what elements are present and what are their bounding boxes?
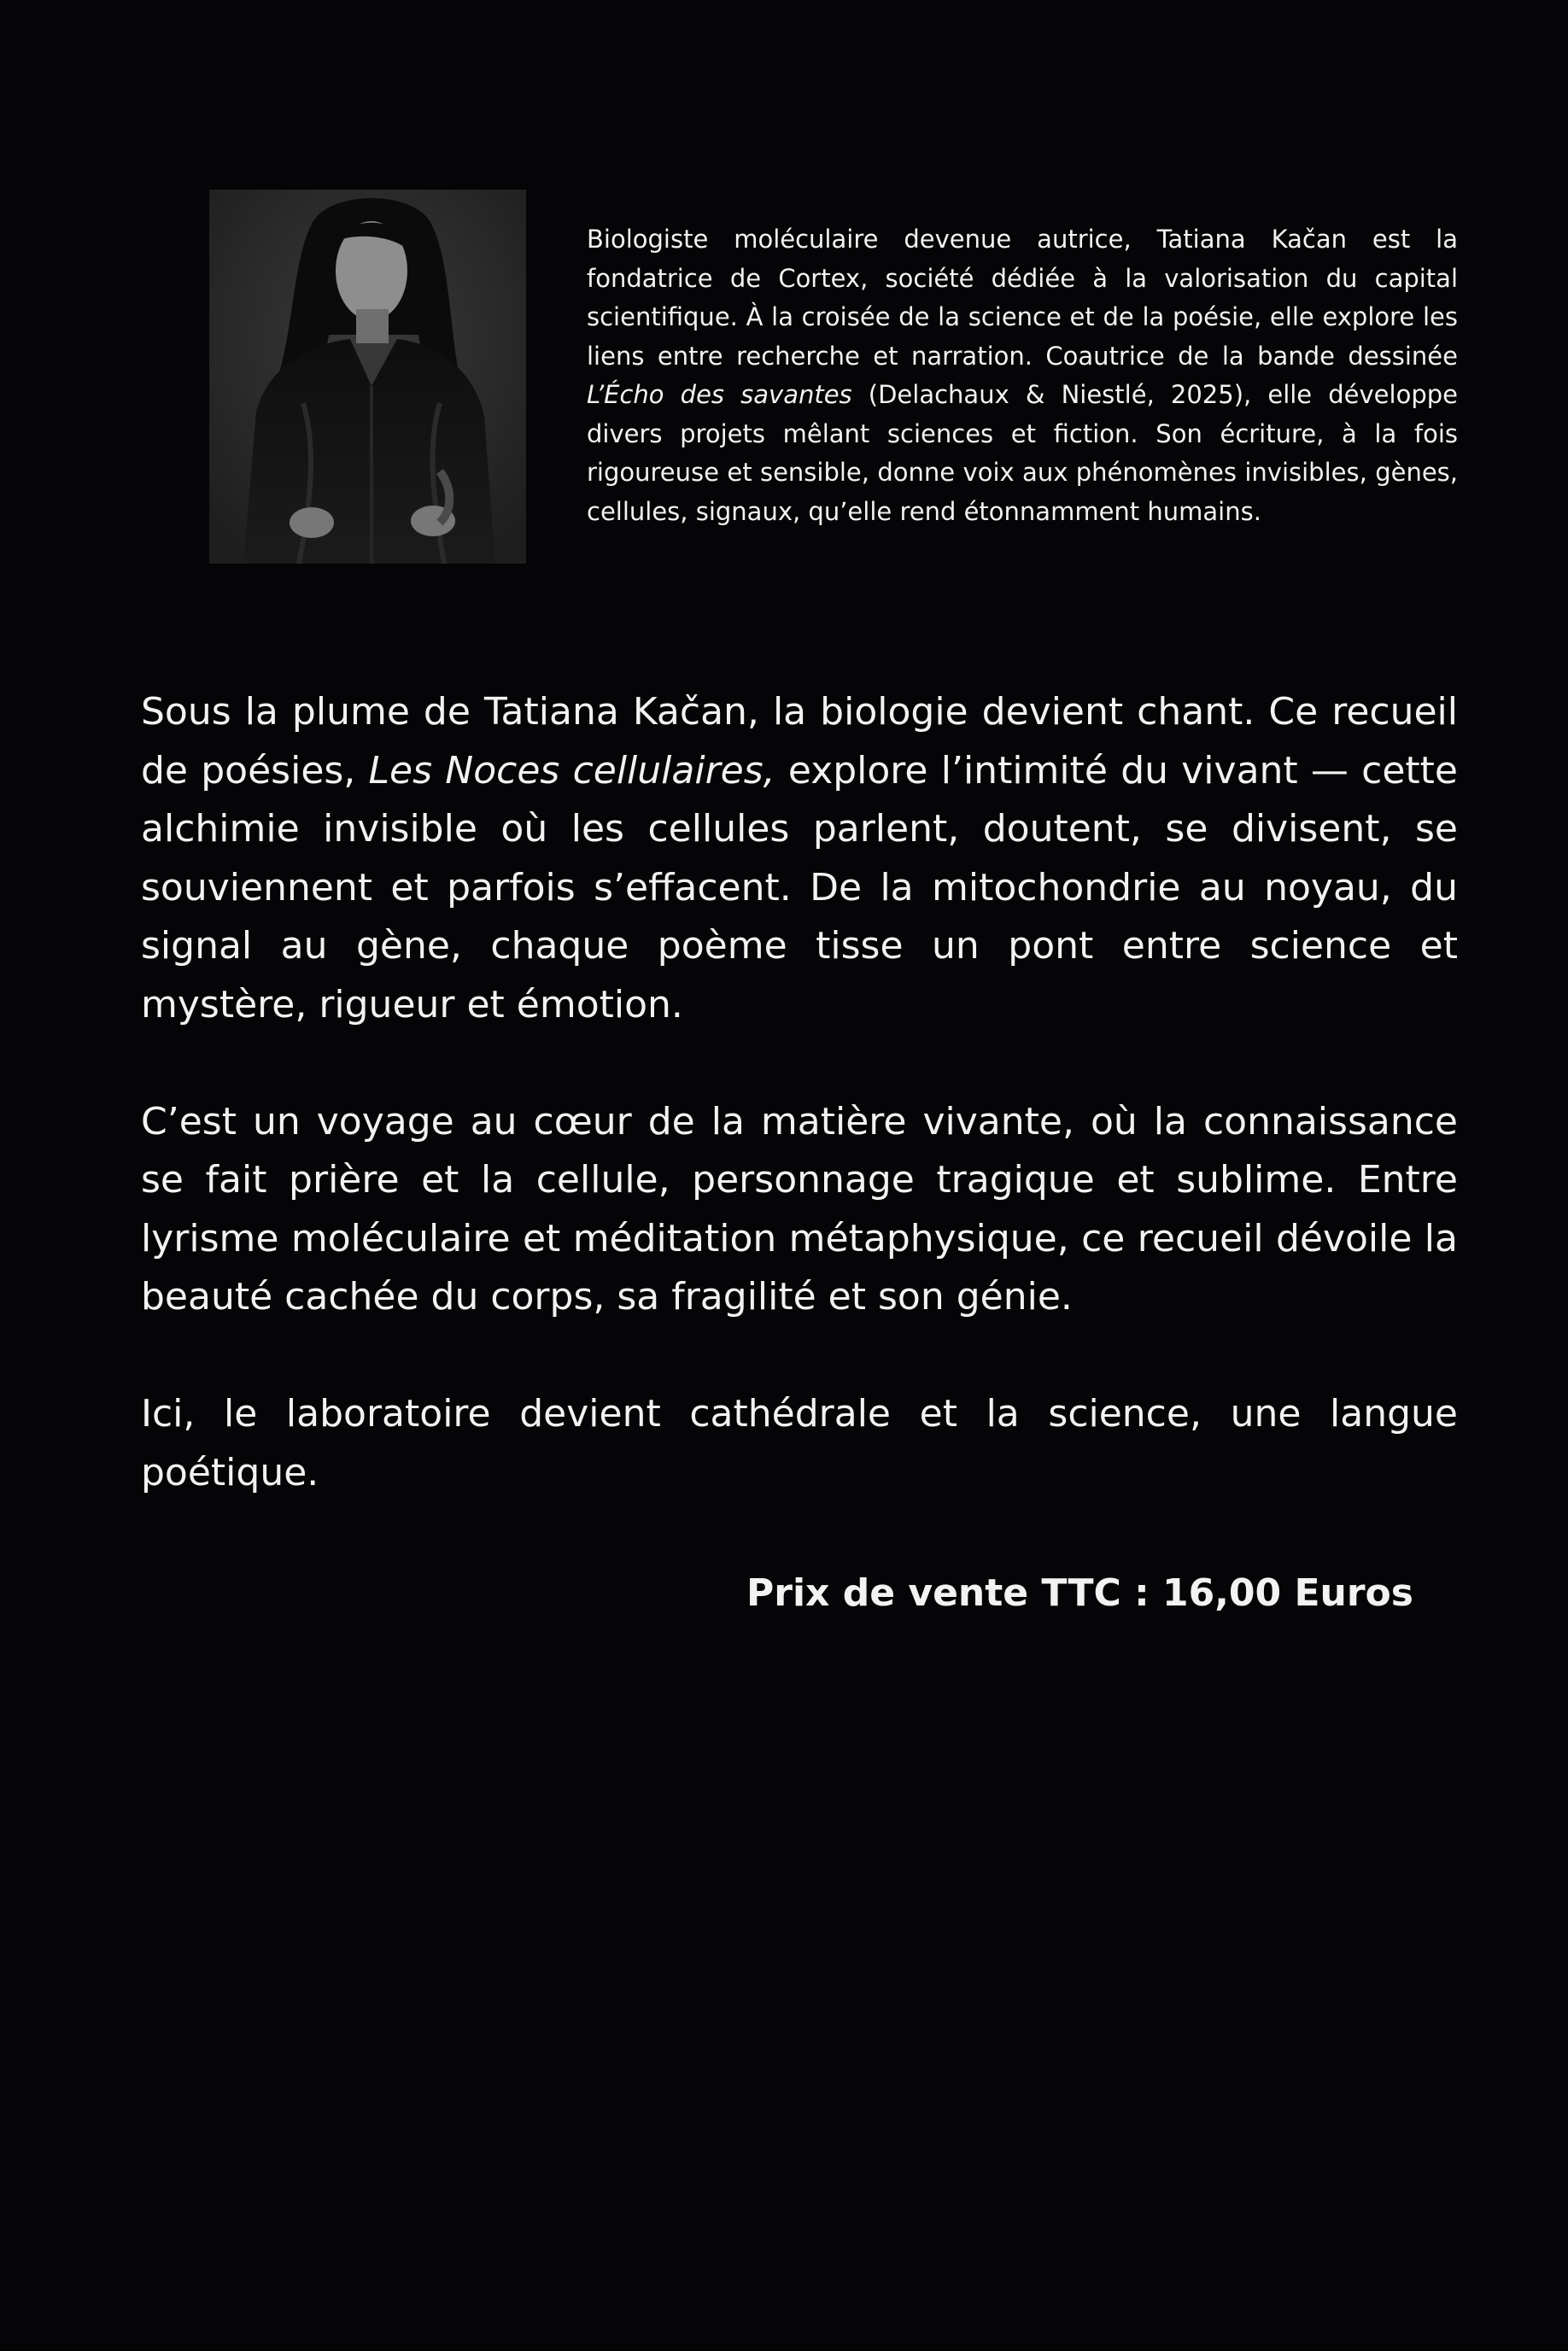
author-bio-text: Biologiste moléculaire devenue autrice, Tatiana Kačan est la fondatrice de Cortex, société dédiée à la valorisation du capital scientifique. À la croisée de la science et de la poésie, elle explore les liens entre recherche et narration. Coautrice de la bande dessinée (587, 225, 1458, 371)
book-title: Les Noces cellulaires, (368, 748, 775, 792)
summary-paragraph-1 (141, 683, 1458, 1034)
price-label: Prix de vente TTC : 16,00 Euros (746, 1571, 1413, 1615)
summary-text: Sous la plume de Tatiana Kačan, la biologie devient chant. Ce recueil de poésies, (141, 690, 1458, 792)
summary-paragraph-3: Ici, le laboratoire devient cathédrale et la science, une langue poétique. (141, 1392, 1458, 1494)
author-bio-text-end: (Delachaux & Niestlé, 2025), elle développe divers projets mêlant sciences et fiction. Son écriture, à la fois rigoureuse et sensible, donne voix aux phénomènes invisibles, gènes, cellules, signaux, qu’elle rend étonnamment humains. (587, 380, 1458, 526)
author-bio (587, 220, 1458, 531)
summary-text-end: explore l’intimité du vivant — cette alchimie invisible où les cellules parlent, doutent, se divisent, se souviennent et parfois s’effacent. De la mitochondrie au noyau, du signal au gène, chaque poème tisse un pont entre science et mystère, rigueur et émotion. (141, 748, 1458, 1026)
bio-book-title: L’Écho des savantes (587, 380, 852, 409)
summary-paragraph-2: C’est un voyage au cœur de la matière vivante, où la connaissance se fait prière et la cellule, personnage tragique et sublime. Entre lyrisme moléculaire et méditation métaphysique, ce recueil dévoile la beauté cachée du corps, sa fragilité et son génie. (141, 1099, 1458, 1319)
author-portrait (209, 190, 526, 564)
book-summary (141, 683, 1458, 1561)
author-portrait-photo (209, 190, 526, 564)
